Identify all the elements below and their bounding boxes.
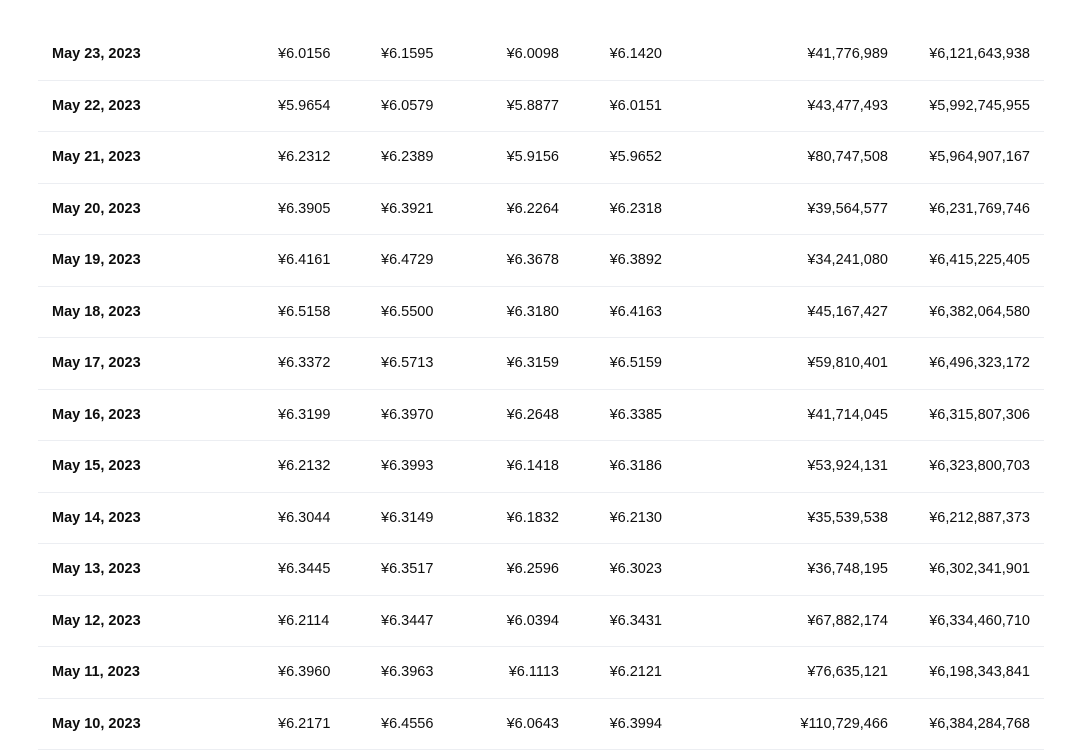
date-cell: May 22, 2023 xyxy=(52,81,141,132)
market-cap-cell: ¥6,198,343,841 xyxy=(929,647,1030,698)
date-cell: May 18, 2023 xyxy=(52,287,141,338)
close-price-cell: ¥6.3186 xyxy=(610,441,662,492)
volume-cell: ¥110,729,466 xyxy=(800,699,888,750)
date-cell: May 21, 2023 xyxy=(52,132,141,183)
volume-cell: ¥53,924,131 xyxy=(807,441,888,492)
historical-price-table xyxy=(38,29,1044,750)
table-row xyxy=(38,441,1044,493)
high-price-cell: ¥6.3993 xyxy=(381,441,433,492)
table-row xyxy=(38,287,1044,339)
low-price-cell: ¥5.9156 xyxy=(507,132,559,183)
market-cap-cell: ¥6,382,064,580 xyxy=(929,287,1030,338)
table-row xyxy=(38,184,1044,236)
low-price-cell: ¥6.1418 xyxy=(507,441,559,492)
table-row xyxy=(38,493,1044,545)
close-price-cell: ¥6.3892 xyxy=(610,235,662,286)
close-price-cell: ¥6.5159 xyxy=(610,338,662,389)
open-price-cell: ¥6.3905 xyxy=(278,184,330,235)
close-price-cell: ¥6.3431 xyxy=(610,596,662,647)
market-cap-cell: ¥6,302,341,901 xyxy=(929,544,1030,595)
high-price-cell: ¥6.3921 xyxy=(381,184,433,235)
volume-cell: ¥76,635,121 xyxy=(807,647,888,698)
close-price-cell: ¥6.2318 xyxy=(610,184,662,235)
low-price-cell: ¥6.1832 xyxy=(507,493,559,544)
date-cell: May 20, 2023 xyxy=(52,184,141,235)
low-price-cell: ¥6.2264 xyxy=(507,184,559,235)
open-price-cell: ¥6.3372 xyxy=(278,338,330,389)
volume-cell: ¥80,747,508 xyxy=(807,132,888,183)
low-price-cell: ¥6.2596 xyxy=(507,544,559,595)
low-price-cell: ¥6.3159 xyxy=(507,338,559,389)
market-cap-cell: ¥6,315,807,306 xyxy=(929,390,1030,441)
open-price-cell: ¥6.3044 xyxy=(278,493,330,544)
high-price-cell: ¥6.3517 xyxy=(381,544,433,595)
open-price-cell: ¥6.3960 xyxy=(278,647,330,698)
close-price-cell: ¥6.3023 xyxy=(610,544,662,595)
close-price-cell: ¥5.9652 xyxy=(610,132,662,183)
volume-cell: ¥43,477,493 xyxy=(807,81,888,132)
open-price-cell: ¥6.2171 xyxy=(278,699,330,750)
date-cell: May 12, 2023 xyxy=(52,596,141,647)
market-cap-cell: ¥6,323,800,703 xyxy=(929,441,1030,492)
low-price-cell: ¥6.2648 xyxy=(507,390,559,441)
market-cap-cell: ¥6,231,769,746 xyxy=(929,184,1030,235)
high-price-cell: ¥6.3963 xyxy=(381,647,433,698)
market-cap-cell: ¥5,964,907,167 xyxy=(929,132,1030,183)
open-price-cell: ¥6.2312 xyxy=(278,132,330,183)
market-cap-cell: ¥6,496,323,172 xyxy=(929,338,1030,389)
date-cell: May 10, 2023 xyxy=(52,699,141,750)
table-row xyxy=(38,390,1044,442)
high-price-cell: ¥6.0579 xyxy=(381,81,433,132)
high-price-cell: ¥6.2389 xyxy=(381,132,433,183)
low-price-cell: ¥5.8877 xyxy=(507,81,559,132)
high-price-cell: ¥6.5713 xyxy=(381,338,433,389)
open-price-cell: ¥6.4161 xyxy=(278,235,330,286)
volume-cell: ¥45,167,427 xyxy=(807,287,888,338)
date-cell: May 23, 2023 xyxy=(52,29,141,80)
date-cell: May 19, 2023 xyxy=(52,235,141,286)
open-price-cell: ¥6.0156 xyxy=(278,29,330,80)
low-price-cell: ¥6.0643 xyxy=(507,699,559,750)
table-row xyxy=(38,596,1044,648)
high-price-cell: ¥6.4556 xyxy=(381,699,433,750)
open-price-cell: ¥6.3199 xyxy=(278,390,330,441)
low-price-cell: ¥6.3678 xyxy=(507,235,559,286)
open-price-cell: ¥6.2114 xyxy=(278,596,329,647)
date-cell: May 11, 2023 xyxy=(52,647,140,698)
volume-cell: ¥41,776,989 xyxy=(807,29,888,80)
open-price-cell: ¥5.9654 xyxy=(278,81,330,132)
table-row xyxy=(38,544,1044,596)
date-cell: May 16, 2023 xyxy=(52,390,141,441)
close-price-cell: ¥6.3385 xyxy=(610,390,662,441)
table-row xyxy=(38,81,1044,133)
market-cap-cell: ¥6,415,225,405 xyxy=(929,235,1030,286)
volume-cell: ¥34,241,080 xyxy=(807,235,888,286)
date-cell: May 13, 2023 xyxy=(52,544,141,595)
low-price-cell: ¥6.1113 xyxy=(509,647,559,698)
close-price-cell: ¥6.2121 xyxy=(610,647,662,698)
table-row xyxy=(38,338,1044,390)
open-price-cell: ¥6.2132 xyxy=(278,441,330,492)
market-cap-cell: ¥6,334,460,710 xyxy=(929,596,1030,647)
high-price-cell: ¥6.4729 xyxy=(381,235,433,286)
close-price-cell: ¥6.2130 xyxy=(610,493,662,544)
low-price-cell: ¥6.0098 xyxy=(507,29,559,80)
volume-cell: ¥39,564,577 xyxy=(807,184,888,235)
high-price-cell: ¥6.1595 xyxy=(381,29,433,80)
table-row xyxy=(38,647,1044,699)
low-price-cell: ¥6.3180 xyxy=(507,287,559,338)
table-row xyxy=(38,29,1044,81)
high-price-cell: ¥6.3149 xyxy=(381,493,433,544)
table-row xyxy=(38,699,1044,750)
high-price-cell: ¥6.3447 xyxy=(381,596,433,647)
close-price-cell: ¥6.1420 xyxy=(610,29,662,80)
date-cell: May 15, 2023 xyxy=(52,441,141,492)
table-row xyxy=(38,235,1044,287)
volume-cell: ¥59,810,401 xyxy=(807,338,888,389)
date-cell: May 14, 2023 xyxy=(52,493,141,544)
close-price-cell: ¥6.3994 xyxy=(610,699,662,750)
high-price-cell: ¥6.5500 xyxy=(381,287,433,338)
market-cap-cell: ¥5,992,745,955 xyxy=(929,81,1030,132)
close-price-cell: ¥6.0151 xyxy=(610,81,662,132)
volume-cell: ¥36,748,195 xyxy=(807,544,888,595)
volume-cell: ¥67,882,174 xyxy=(807,596,888,647)
close-price-cell: ¥6.4163 xyxy=(610,287,662,338)
low-price-cell: ¥6.0394 xyxy=(507,596,559,647)
market-cap-cell: ¥6,121,643,938 xyxy=(929,29,1030,80)
open-price-cell: ¥6.5158 xyxy=(278,287,330,338)
market-cap-cell: ¥6,212,887,373 xyxy=(929,493,1030,544)
open-price-cell: ¥6.3445 xyxy=(278,544,330,595)
volume-cell: ¥41,714,045 xyxy=(807,390,888,441)
high-price-cell: ¥6.3970 xyxy=(381,390,433,441)
market-cap-cell: ¥6,384,284,768 xyxy=(929,699,1030,750)
date-cell: May 17, 2023 xyxy=(52,338,141,389)
table-row xyxy=(38,132,1044,184)
volume-cell: ¥35,539,538 xyxy=(807,493,888,544)
